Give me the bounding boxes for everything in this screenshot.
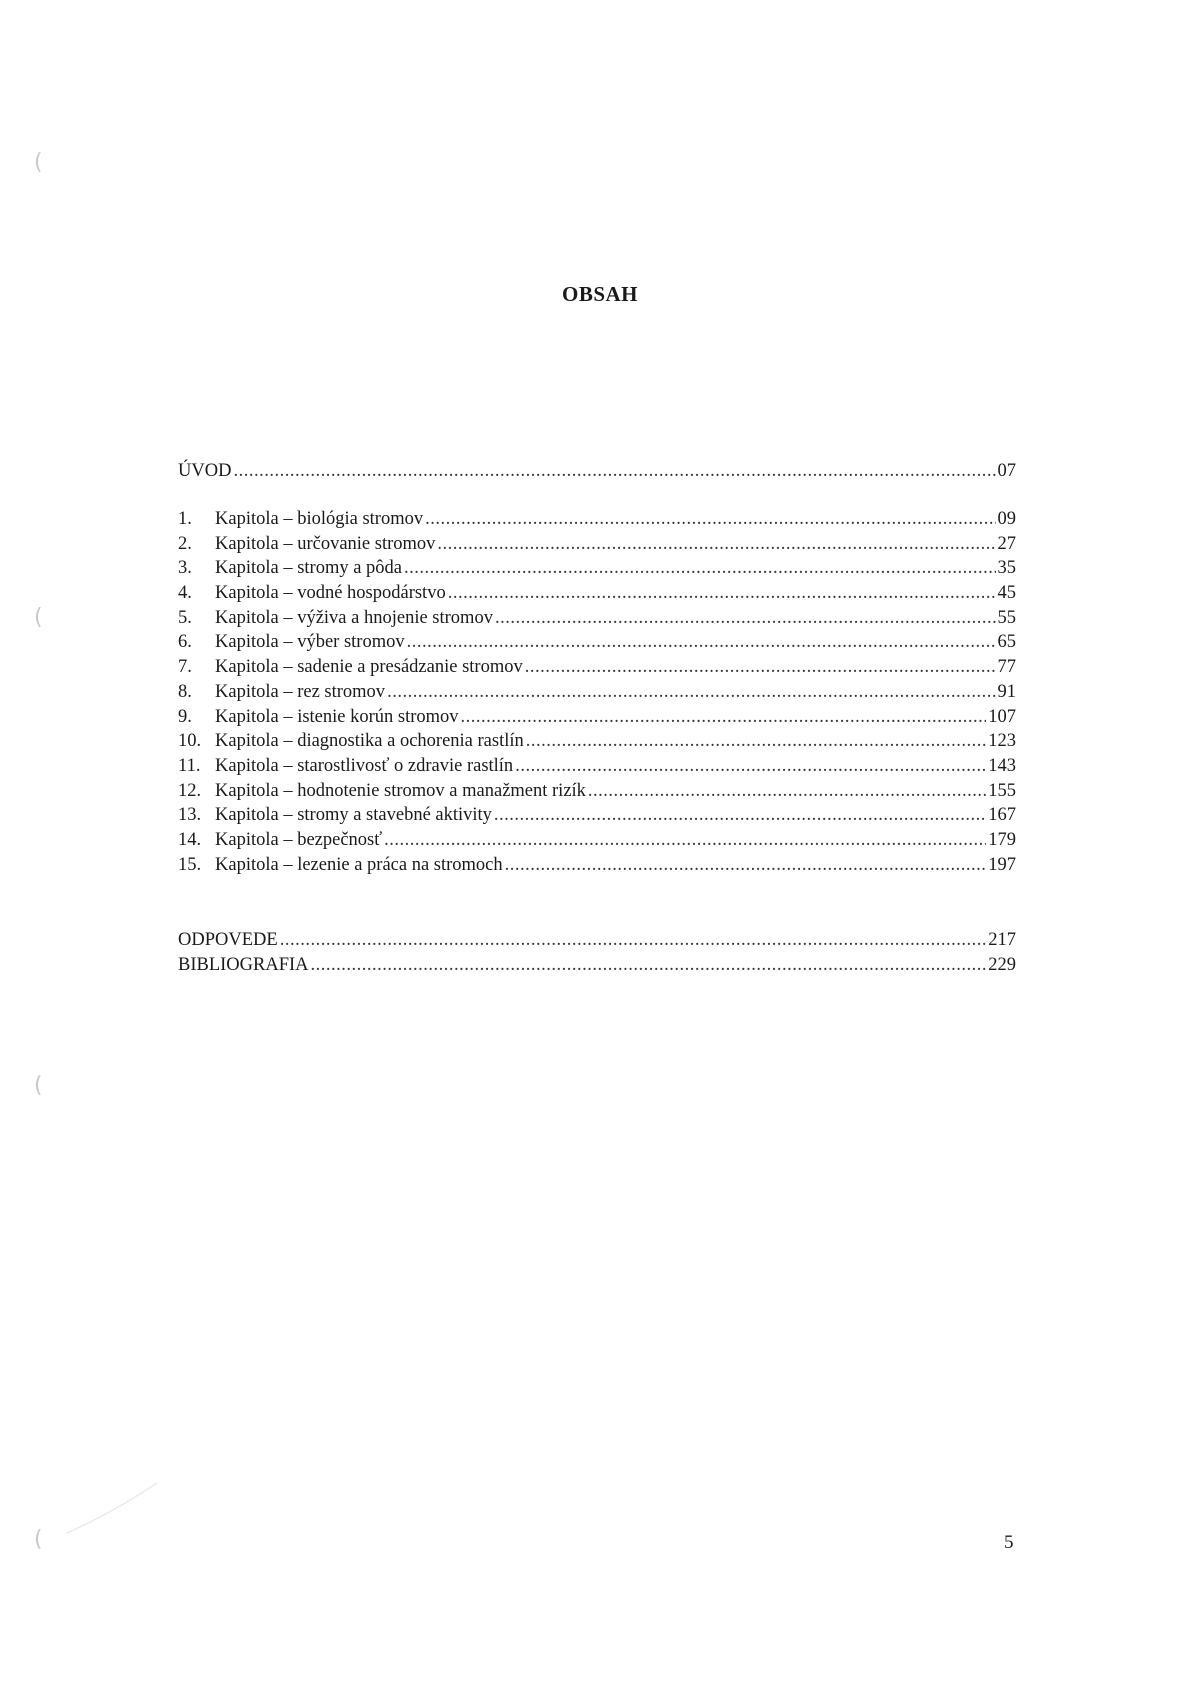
toc-chapter-number: 6. [178,632,192,653]
toc-leader-dots [588,779,986,804]
toc-page-number: 107 [988,706,1016,727]
toc-row[interactable] [178,556,1016,581]
toc-page-number: 65 [997,632,1016,653]
toc-page-number: 35 [997,558,1016,579]
toc-chapters [178,507,1016,877]
toc-chapter-number: 9. [178,706,192,727]
toc-row[interactable] [178,754,1016,779]
toc-row[interactable] [178,507,1016,532]
toc-entry-label: Kapitola – bezpečnosť [215,829,383,850]
toc-row[interactable] [178,606,1016,631]
toc-entry-label: ODPOVEDE [178,930,278,950]
toc-chapter-number: 10. [178,731,202,752]
toc-chapter-number: 13. [178,805,202,826]
toc-back-matter [178,928,1016,977]
toc-leader-dots [494,803,986,828]
toc-leader-dots [525,655,996,680]
toc-row[interactable] [178,803,1016,828]
toc-entry-label: Kapitola – stromy a pôda [215,558,403,579]
toc-leader-dots [233,459,995,484]
toc-entry-label: Kapitola – starostlivosť o zdravie rastlín [215,755,514,776]
toc-entry-label: Kapitola – sadenie a presádzanie stromov [215,657,523,678]
toc-leader-dots [311,953,987,978]
toc-entry-label: Kapitola – rez stromov [215,681,386,702]
toc-page-number: 155 [988,780,1016,801]
toc-chapter-number: 8. [178,681,192,702]
toc-chapter-number: 15. [178,854,202,875]
toc-row[interactable] [178,779,1016,804]
scan-artifact-stroke [62,1478,162,1538]
toc-row[interactable] [178,532,1016,557]
toc-chapter-number: 2. [178,533,192,554]
toc-page-number: 167 [988,805,1016,826]
toc-entry-label: ÚVOD [178,461,232,481]
toc-row[interactable] [178,853,1016,878]
toc-entry-label: Kapitola – vodné hospodárstvo [215,583,446,604]
toc-row[interactable] [178,928,1016,953]
toc-leader-dots [387,680,995,705]
binder-hole-mark: ( [34,605,43,630]
toc-entry-label: Kapitola – určovanie stromov [215,533,436,554]
toc-leader-dots [404,556,995,581]
toc-leader-dots [448,581,996,606]
toc-leader-dots [461,705,987,730]
toc-page-number: 197 [988,854,1016,875]
toc-page-number: 143 [988,755,1016,776]
toc-row[interactable] [178,459,1016,484]
toc-entry-label: Kapitola – stromy a stavebné aktivity [215,805,492,826]
toc-leader-dots [437,532,995,557]
toc-page-number: 27 [997,533,1016,554]
toc-page-number: 77 [997,657,1016,678]
toc-row[interactable] [178,729,1016,754]
toc-chapter-number: 3. [178,558,192,579]
toc-chapter-number: 12. [178,780,202,801]
toc-entry-label: Kapitola – hodnotenie stromov a manažment rizík [215,780,586,801]
toc-page-number: 55 [997,607,1016,628]
toc-row[interactable] [178,705,1016,730]
toc-entry-label: Kapitola – lezenie a práca na stromoch [215,854,503,875]
binder-hole-mark: ( [34,1527,43,1552]
toc-chapter-number: 11. [178,755,201,776]
toc-leader-dots [407,630,996,655]
toc-page-number: 91 [997,681,1016,702]
toc-intro [178,459,1016,484]
toc-row[interactable] [178,581,1016,606]
toc-page-number: 09 [997,509,1016,529]
toc-leader-dots [384,828,986,853]
toc-chapter-number: 14. [178,829,202,850]
toc-row[interactable] [178,655,1016,680]
toc-chapter-number: 4. [178,583,192,604]
toc-row[interactable] [178,680,1016,705]
toc-page-number: 07 [997,461,1016,481]
toc-entry-label: Kapitola – výživa a hnojenie stromov [215,607,493,628]
toc-entry-label: Kapitola – biológia stromov [215,509,424,529]
toc-leader-dots [280,928,987,953]
toc-chapter-number: 1. [178,509,192,529]
toc-row[interactable] [178,953,1016,978]
toc-page-number: 217 [988,930,1016,950]
toc-entry-label: Kapitola – diagnostika a ochorenia rastlín [215,731,524,752]
toc-leader-dots [505,853,987,878]
toc-chapter-number: 7. [178,657,192,678]
toc-page-number: 123 [988,731,1016,752]
toc-page-number: 179 [988,829,1016,850]
toc-leader-dots [425,507,995,532]
page-title: OBSAH [561,282,639,306]
toc-leader-dots [526,729,986,754]
toc-page-number: 229 [988,954,1016,975]
binder-hole-mark: ( [34,150,43,175]
toc-leader-dots [495,606,996,631]
toc-row[interactable] [178,630,1016,655]
toc-entry-label: Kapitola – výber stromov [215,632,405,653]
page-number: 5 [1004,1532,1014,1553]
toc-entry-label: BIBLIOGRAFIA [178,954,309,975]
toc-chapter-number: 5. [178,607,192,628]
toc-entry-label: Kapitola – istenie korún stromov [215,706,459,727]
toc-leader-dots [515,754,986,779]
toc-row[interactable] [178,828,1016,853]
toc-page-number: 45 [997,583,1016,604]
binder-hole-mark: ( [34,1073,43,1098]
